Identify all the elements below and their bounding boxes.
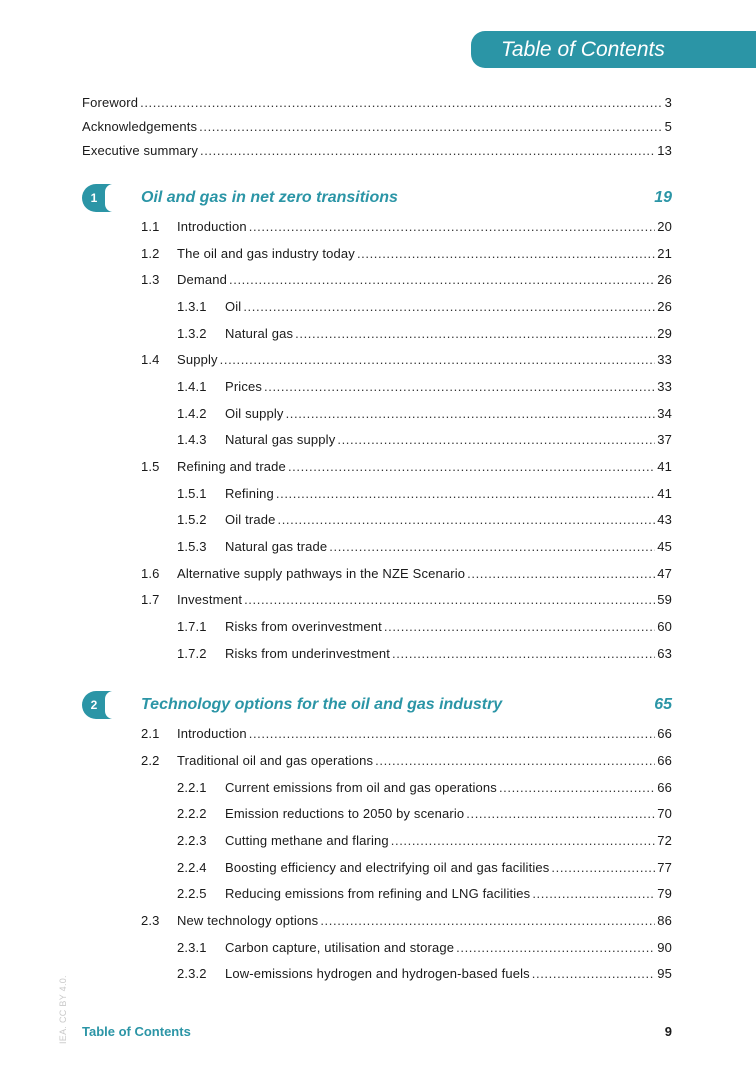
leader-dots (286, 404, 656, 424)
section-label: Traditional oil and gas operations (177, 753, 374, 768)
subsection-number: 2.2.1 (177, 780, 207, 795)
subsection-number: 1.3.1 (177, 299, 207, 314)
toc-section[interactable] (141, 724, 672, 744)
leader-dots (384, 617, 655, 637)
section-number: 1.1 (141, 219, 160, 234)
subsection-number: 1.5.2 (177, 512, 207, 527)
section-label: New technology options (177, 913, 319, 928)
subsection-label: Risks from overinvestment (225, 619, 382, 634)
toc-subsection[interactable] (177, 404, 672, 424)
page-header-tab (471, 31, 756, 68)
leader-dots (391, 831, 655, 851)
subsection-number: 1.7.1 (177, 619, 207, 634)
leader-dots (264, 377, 655, 397)
license-watermark: IEA. CC BY 4.0. (58, 975, 68, 1044)
leader-dots (456, 938, 655, 958)
leader-dots (357, 244, 655, 264)
subsection-label: Current emissions from oil and gas operations (225, 780, 497, 795)
leader-dots (375, 751, 655, 771)
subsection-label: Natural gas (225, 326, 294, 341)
subsection-number: 1.4.1 (177, 379, 207, 394)
section-label: The oil and gas industry today (177, 246, 355, 261)
toc-section[interactable] (141, 564, 672, 584)
section-page: 41 (657, 459, 672, 474)
section-page: 47 (657, 566, 672, 581)
section-label: Introduction (177, 726, 247, 741)
section-label: Alternative supply pathways in the NZE Scenario (177, 566, 466, 581)
subsection-number: 2.3.1 (177, 940, 207, 955)
subsection-label: Natural gas supply (225, 432, 336, 447)
footer-page-number: 9 (664, 1024, 672, 1039)
toc-subsection[interactable] (177, 644, 672, 664)
toc-subsection[interactable] (177, 964, 672, 984)
header-title: Table of Contents (501, 38, 665, 61)
subsection-page: 95 (657, 966, 672, 981)
toc-entry[interactable] (82, 117, 672, 137)
subsection-page: 37 (657, 432, 672, 447)
toc-entry-label: Foreword (82, 95, 139, 110)
section-page: 20 (657, 219, 672, 234)
leader-dots (288, 457, 655, 477)
subsection-page: 63 (657, 646, 672, 661)
toc-subsection[interactable] (177, 938, 672, 958)
section-number: 2.2 (141, 753, 160, 768)
leader-dots (392, 644, 655, 664)
chapter-heading[interactable] (82, 183, 672, 213)
subsection-page: 29 (657, 326, 672, 341)
toc-subsection[interactable] (177, 537, 672, 557)
subsection-label: Low-emissions hydrogen and hydrogen-based fuels (225, 966, 530, 981)
leader-dots (467, 564, 655, 584)
leader-dots (220, 350, 656, 370)
toc-entry-label: Executive summary (82, 143, 198, 158)
toc-section[interactable] (141, 217, 672, 237)
subsection-page: 34 (657, 406, 672, 421)
section-label: Introduction (177, 219, 247, 234)
section-label: Supply (177, 352, 218, 367)
section-label: Investment (177, 592, 243, 607)
chapter-page: 19 (654, 189, 672, 206)
toc-subsection[interactable] (177, 617, 672, 637)
subsection-number: 2.2.5 (177, 886, 207, 901)
section-page: 66 (657, 753, 672, 768)
subsection-page: 26 (657, 299, 672, 314)
toc-subsection[interactable] (177, 377, 672, 397)
leader-dots (320, 911, 655, 931)
toc-subsection[interactable] (177, 510, 672, 530)
toc-entry[interactable] (82, 141, 672, 161)
subsection-label: Oil (225, 299, 242, 314)
subsection-number: 1.5.1 (177, 486, 207, 501)
subsection-number: 1.4.3 (177, 432, 207, 447)
subsection-label: Oil trade (225, 512, 276, 527)
leader-dots (249, 217, 656, 237)
leader-dots (243, 297, 655, 317)
subsection-label: Risks from underinvestment (225, 646, 391, 661)
section-number: 1.3 (141, 272, 160, 287)
subsection-label: Carbon capture, utilisation and storage (225, 940, 455, 955)
toc-entry-page: 3 (664, 95, 672, 110)
leader-dots (276, 484, 655, 504)
leader-dots (140, 93, 663, 113)
toc-section[interactable] (141, 590, 672, 610)
subsection-label: Reducing emissions from refining and LNG facilities (225, 886, 531, 901)
subsection-page: 43 (657, 512, 672, 527)
subsection-page: 72 (657, 833, 672, 848)
toc-subsection[interactable] (177, 884, 672, 904)
subsection-page: 33 (657, 379, 672, 394)
chapter-number-badge: 2 (82, 691, 112, 719)
section-page: 33 (657, 352, 672, 367)
toc-section[interactable] (141, 457, 672, 477)
subsection-label: Boosting efficiency and electrifying oil and gas facilities (225, 860, 550, 875)
subsection-number: 1.4.2 (177, 406, 207, 421)
leader-dots (499, 778, 655, 798)
toc-entry-page: 5 (664, 119, 672, 134)
section-page: 59 (657, 592, 672, 607)
toc-subsection[interactable] (177, 430, 672, 450)
toc-section[interactable] (141, 911, 672, 931)
toc-subsection[interactable] (177, 778, 672, 798)
leader-dots (532, 884, 655, 904)
toc-subsection[interactable] (177, 831, 672, 851)
subsection-page: 45 (657, 539, 672, 554)
leader-dots (229, 270, 655, 290)
section-number: 1.6 (141, 566, 160, 581)
subsection-page: 77 (657, 860, 672, 875)
subsection-number: 2.2.4 (177, 860, 207, 875)
subsection-number: 2.2.2 (177, 806, 207, 821)
leader-dots (337, 430, 655, 450)
subsection-page: 70 (657, 806, 672, 821)
subsection-label: Oil supply (225, 406, 284, 421)
leader-dots (249, 724, 656, 744)
section-page: 26 (657, 272, 672, 287)
subsection-number: 1.5.3 (177, 539, 207, 554)
section-label: Demand (177, 272, 228, 287)
toc-subsection[interactable] (177, 484, 672, 504)
leader-dots (532, 964, 655, 984)
subsection-page: 79 (657, 886, 672, 901)
toc-entry-page: 13 (657, 143, 672, 158)
subsection-page: 60 (657, 619, 672, 634)
leader-dots (244, 590, 655, 610)
subsection-label: Cutting methane and flaring (225, 833, 389, 848)
toc-subsection[interactable] (177, 297, 672, 317)
section-number: 2.3 (141, 913, 160, 928)
leader-dots (329, 537, 655, 557)
subsection-label: Refining (225, 486, 274, 501)
toc-section[interactable] (141, 350, 672, 370)
leader-dots (277, 510, 655, 530)
footer-title: Table of Contents (82, 1024, 191, 1039)
toc-section[interactable] (141, 244, 672, 264)
section-number: 2.1 (141, 726, 160, 741)
section-page: 21 (657, 246, 672, 261)
toc-subsection[interactable] (177, 804, 672, 824)
section-number: 1.5 (141, 459, 160, 474)
subsection-page: 41 (657, 486, 672, 501)
section-number: 1.2 (141, 246, 160, 261)
chapter-title: Technology options for the oil and gas industry (141, 696, 503, 713)
chapter-number-badge: 1 (82, 184, 112, 212)
subsection-label: Emission reductions to 2050 by scenario (225, 806, 465, 821)
chapter-page: 65 (654, 696, 672, 713)
leader-dots (551, 858, 655, 878)
section-number: 1.7 (141, 592, 160, 607)
leader-dots (295, 324, 655, 344)
section-page: 86 (657, 913, 672, 928)
section-label: Refining and trade (177, 459, 286, 474)
subsection-label: Natural gas trade (225, 539, 328, 554)
chapter-heading[interactable] (82, 690, 672, 720)
subsection-number: 2.3.2 (177, 966, 207, 981)
subsection-page: 90 (657, 940, 672, 955)
section-page: 66 (657, 726, 672, 741)
subsection-number: 1.3.2 (177, 326, 207, 341)
toc-entry[interactable] (82, 93, 672, 113)
toc-section[interactable] (141, 751, 672, 771)
subsection-label: Prices (225, 379, 263, 394)
subsection-number: 2.2.3 (177, 833, 207, 848)
chapter-title: Oil and gas in net zero transitions (141, 189, 398, 206)
toc-entry-label: Acknowledgements (82, 119, 198, 134)
toc-subsection[interactable] (177, 324, 672, 344)
toc-subsection[interactable] (177, 858, 672, 878)
section-number: 1.4 (141, 352, 160, 367)
subsection-number: 1.7.2 (177, 646, 207, 661)
toc-section[interactable] (141, 270, 672, 290)
leader-dots (199, 117, 662, 137)
leader-dots (466, 804, 655, 824)
leader-dots (200, 141, 655, 161)
subsection-page: 66 (657, 780, 672, 795)
